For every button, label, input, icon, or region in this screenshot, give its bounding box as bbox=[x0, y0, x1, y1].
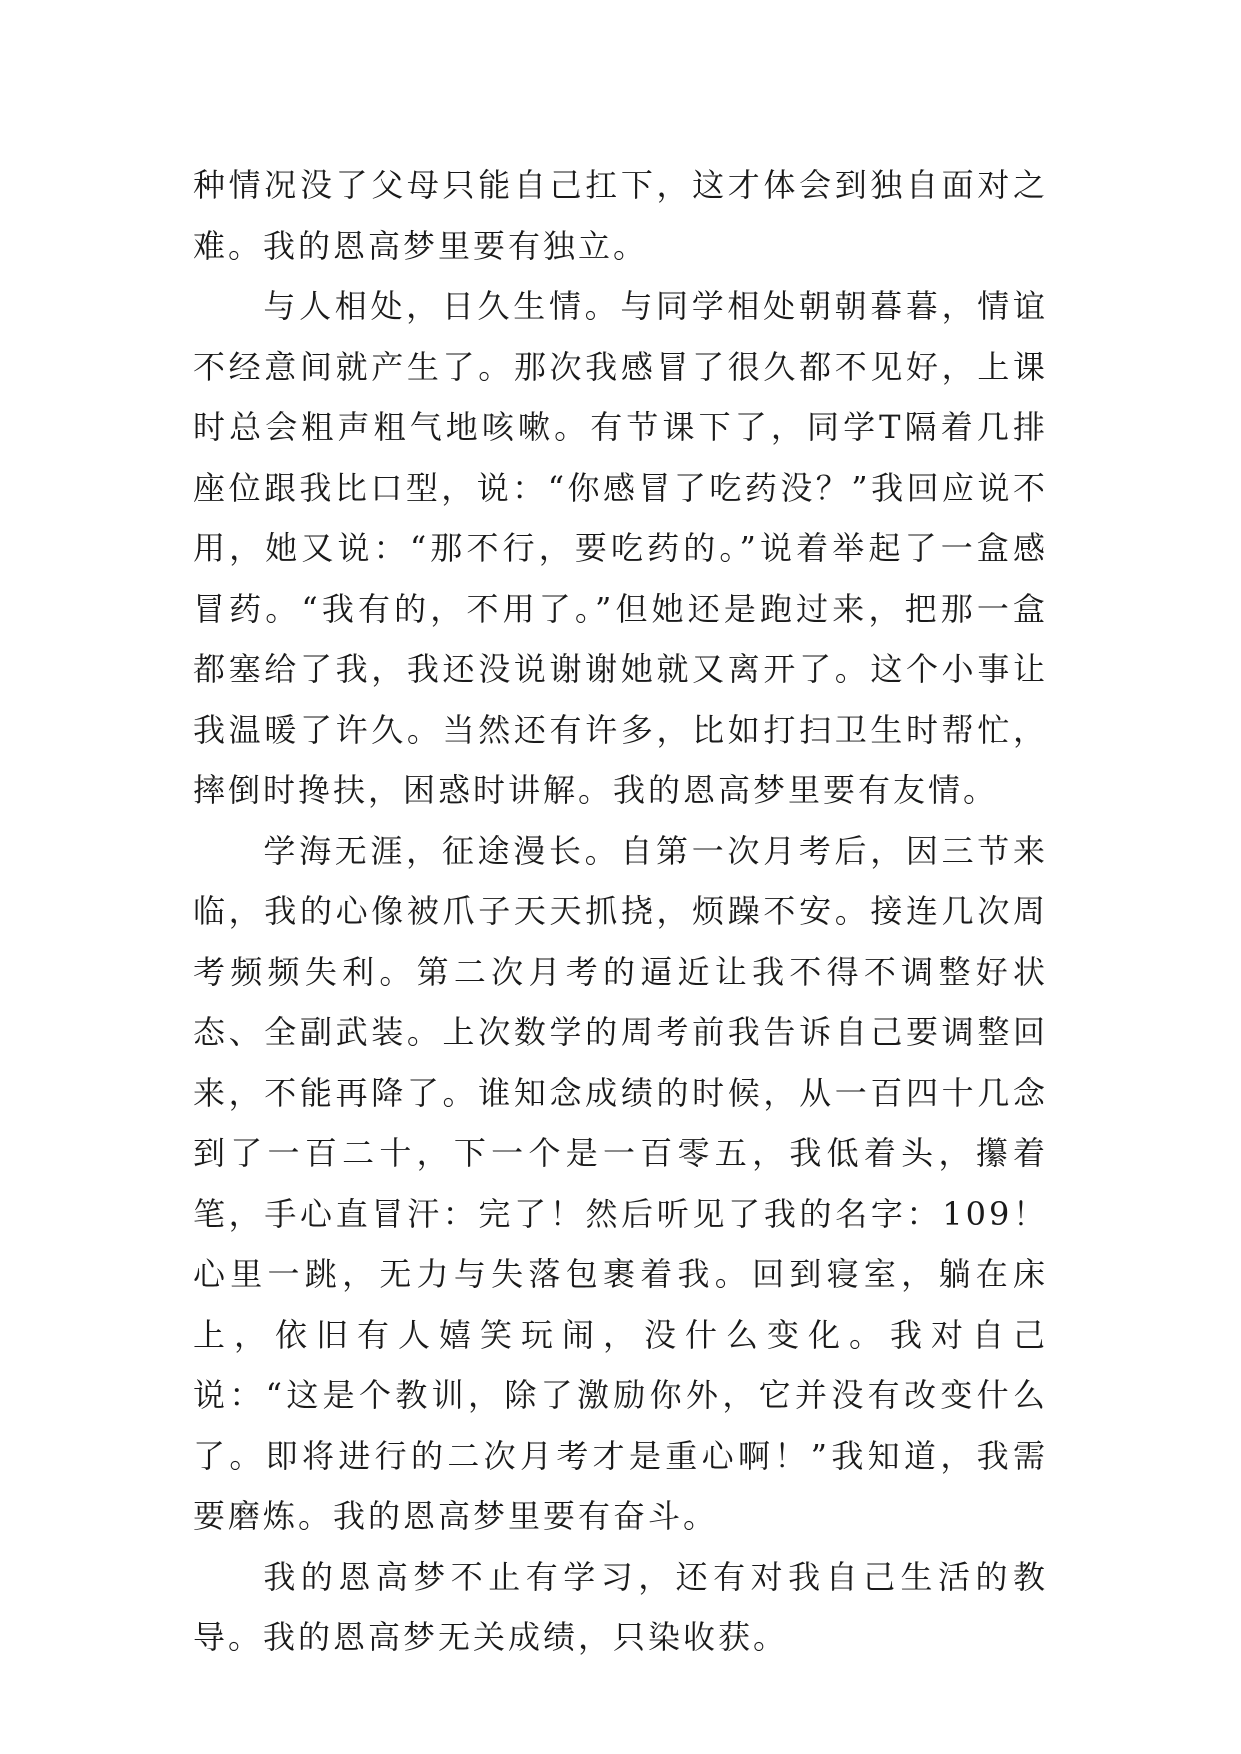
essay-body bbox=[193, 155, 1048, 1668]
paragraph-struggle: 学海无涯，征途漫长。自第一次月考后，因三节来临，我的心像被爪子天天抓挠，烦躁不安。接连几次周考频频失利。第二次月考的逼近让我不得不调整好状态、全副武装。上次数学的周考前我告诉自己要调整回来，不能再降了。谁知念成绩的时候，从一百四十几念到了一百二十，下一个是一百零五，我低着头，攥着笔，手心直冒汗：完了！然后听见了我的名字：109！心里一跳，无力与失落包裹着我。回到寝室，躺在床上，依旧有人嬉笑玩闹，没什么变化。我对自己说：“这是个教训，除了激励你外，它并没有改变什么了。即将进行的二次月考才是重心啊！”我知道，我需要磨炼。我的恩高梦里要有奋斗。 bbox=[193, 831, 1048, 1535]
paragraph-conclusion: 我的恩高梦不止有学习，还有对我自己生活的教导。我的恩高梦无关成绩，只染收获。 bbox=[193, 1557, 1048, 1656]
paragraph-friendship: 与人相处，日久生情。与同学相处朝朝暮暮，情谊不经意间就产生了。那次我感冒了很久都不见好，上课时总会粗声粗气地咳嗽。有节课下了，同学T隔着几排座位跟我比口型，说：“你感冒了吃药没？”我回应说不用，她又说：“那不行，要吃药的。”说着举起了一盒感冒药。“我有的，不用了。”但她还是跑过来，把那一盒都塞给了我，我还没说谢谢她就又离开了。这个小事让我温暖了许久。当然还有许多，比如打扫卫生时帮忙，摔倒时搀扶，困惑时讲解。我的恩高梦里要有友情。 bbox=[193, 287, 1048, 809]
paragraph-independence-end: 种情况没了父母只能自己扛下，这才体会到独自面对之难。我的恩高梦里要有独立。 bbox=[193, 166, 1048, 265]
